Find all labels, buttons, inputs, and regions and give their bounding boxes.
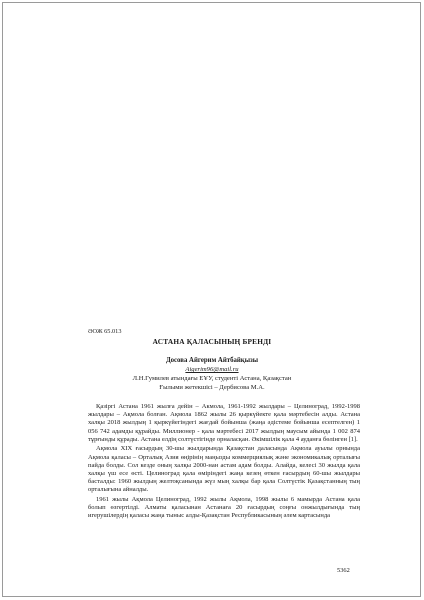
author-affiliation: Л.Н.Гумилев атындағы ЕҰУ, студенті Астана, Қазақстан — [132, 375, 292, 382]
author-email-link[interactable]: Aigerim96@mail.ru — [185, 366, 239, 373]
article-body — [88, 403, 360, 522]
paragraph-3: 1961 жылы Ақмола Целиноград, 1992 жылы Ақмола, 1998 жылы 6 мамырда Астана қала болып өзгертілді. Алматы қаласынан Астанаға 20 ғасырдың соңғы онжылдығында тың игерушілердің қаласы жаңа тыныс алды-Қазақстан Республикасының әлем картасында — [88, 496, 360, 520]
author-name: Досова Айгерим Айтбайқызы — [165, 357, 259, 364]
article-title: АСТАНА ҚАЛАСЫНЫҢ БРЕНДІ — [152, 337, 272, 346]
paragraph-2: Ақмола XIX ғасырдың 30-шы жылдарында Қазақстан даласында Ақмола ауылы орнында Ақмола қаласы – Орталық Азия өңірінің маңызды коммерциялық және экономикалық орталығы пайда болды. Сол кезде оның халқы 2000-нан астам адам болды. Алайда, келесі 30 жылда қала халқы үш есе өсті. Целиноград қала өміріндегі жаңа кезең өткен ғасырдың 60-шы жылдары басталды: 1960 жылдың желтоқсанында жүз мың халқы бар қала Солтүстік Қазақстанның тың орталығына айналды. — [88, 445, 360, 494]
page-number: 5362 — [337, 567, 350, 574]
udc-code: ӘОЖ 65.013 — [88, 328, 122, 335]
scientific-supervisor: Ғылыми жетекшісі – Дербисова М.А. — [159, 384, 265, 391]
paragraph-1: Қазіргі Астана 1961 жылға дейін – Акмола, 1961-1992 жылдары – Целиноград, 1992-1998 жылдары – Ақмола болған. Ақмола 1862 жылы 26 қыркүйекте қала мәртебесін алды. Астана халқы 2018 жылдың 1 қыркүйегіндегі жағдай бойынша (жаңа әдістеме бойынша есептелген) 1 056 742 адамды құрайды. Миллионер - қала мәртебесі 2017 жылдың маусым айында 1 002 874 тұрғынды құрады. Астана елдің солтүстігінде орналасқан. Әкімшілік қала 4 ауданға бөлінген [1]. — [88, 403, 360, 443]
